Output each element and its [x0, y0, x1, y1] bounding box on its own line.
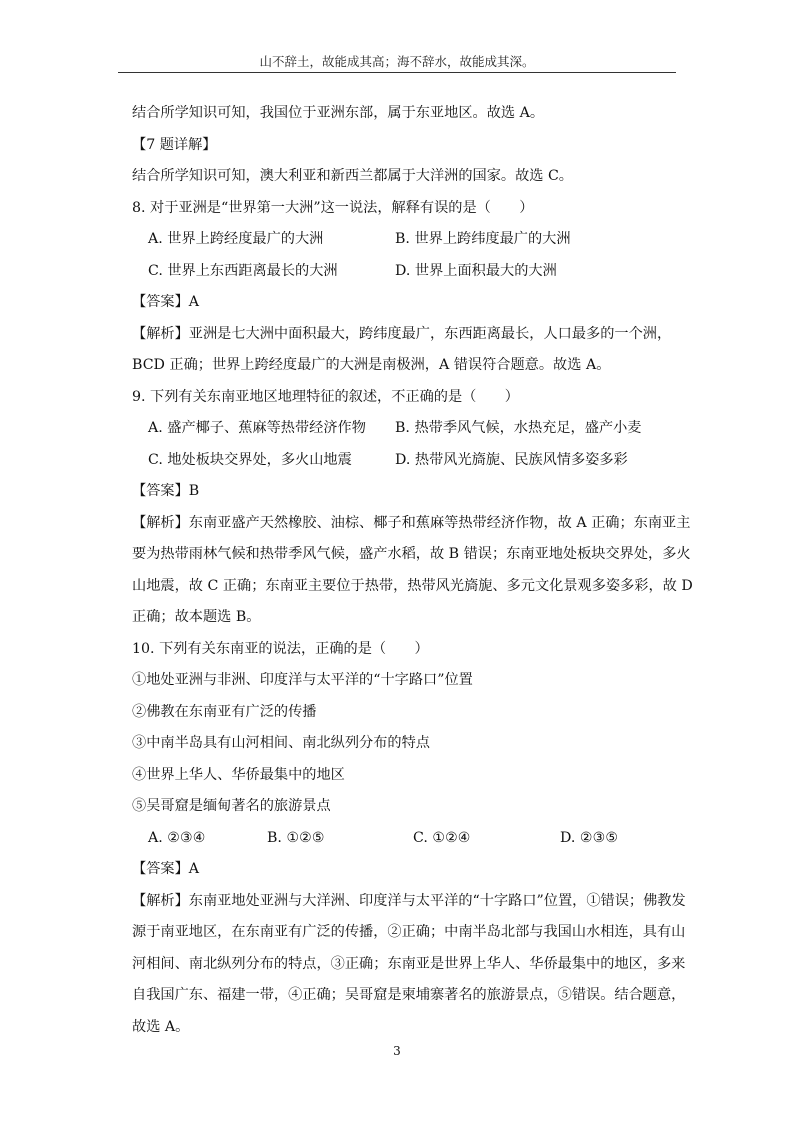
statement: ①地处亚洲与非洲、印度洋与太平洋的“十字路口”位置 — [132, 672, 473, 688]
option-a: A. 世界上跨经度最广的大洲 — [148, 231, 324, 247]
question-9-options-row1 — [132, 413, 672, 445]
question-10: 10. 下列有关东南亚的说法，正确的是（ ） — [132, 640, 429, 657]
option-b: B. 世界上跨纬度最广的大洲 — [395, 231, 571, 247]
option-c: C. 地处板块交界处，多火山地震 — [148, 451, 352, 468]
option-d: D. 世界上面积最大的大洲 — [395, 262, 557, 279]
page-content — [132, 98, 693, 1043]
option-a: A. 盛产椰子、蕉麻等热带经济作物 — [148, 420, 366, 436]
explanation-line: 【解析】东南亚盛产天然橡胶、油棕、椰子和蕉麻等热带经济作物，故 A 正确；东南亚主 — [132, 514, 691, 531]
explanation-line: 河相间、南北纵列分布的特点，③正确；东南亚是世界上华人、华侨最集中的地区，多来 — [132, 955, 686, 972]
statement: ④世界上华人、华侨最集中的地区 — [132, 766, 345, 783]
page-number: 3 — [393, 1044, 401, 1058]
statement: ②佛教在东南亚有广泛的传播 — [132, 703, 317, 720]
statement: ⑤吴哥窟是缅甸著名的旅游景点 — [132, 798, 331, 814]
question-8-options-row2 — [132, 256, 672, 288]
answer: 【答案】A — [132, 861, 199, 877]
question-10-options — [132, 823, 672, 855]
explanation-line: 山地震，故 C 正确；东南亚主要位于热带，热带风光旖旎、多元文化景观多姿多彩，故 D — [132, 577, 693, 594]
text-line: 结合所学知识可知，我国位于亚洲东部，属于东亚地区。故选 A。 — [132, 105, 545, 121]
explanation-line: 正确；故本题选 B。 — [132, 609, 261, 625]
explanation-line: 【解析】东南亚地处亚洲与大洋洲、印度洋与太平洋的“十字路口”位置，①错误；佛教发 — [132, 892, 686, 909]
page-header: 山不辞土，故能成其高；海不辞水，故能成其深。 — [259, 54, 535, 69]
answer: 【答案】A — [132, 294, 199, 310]
option-b: B. 热带季风气候，水热充足，盛产小麦 — [395, 420, 642, 436]
option-d: D. 热带风光旖旎、民族风情多姿多彩 — [395, 451, 628, 468]
question-8-options-row1 — [132, 224, 672, 256]
explanation-line: 【解析】亚洲是七大洲中面积最大，跨纬度最广，东西距离最长，人口最多的一个洲， — [132, 325, 672, 342]
explanation-line: 自我国广东、福建一带，④正确；吴哥窟是柬埔寨著名的旅游景点，⑤错误。结合题意， — [132, 987, 686, 1003]
text-line: 结合所学知识可知，澳大利亚和新西兰都属于大洋洲的国家。故选 C。 — [132, 168, 573, 184]
question-8: 8. 对于亚洲是“世界第一大洲”这一说法，解释有误的是（ ） — [132, 199, 534, 216]
explanation-line: BCD 正确；世界上跨经度最广的大洲是南极洲，A 错误符合题意。故选 A。 — [132, 357, 611, 373]
option-b: B. ①②⑤ — [267, 829, 325, 846]
question-9: 9. 下列有关东南亚地区地理特征的叙述，不正确的是（ ） — [132, 388, 519, 405]
option-c: C. ①②④ — [413, 829, 471, 846]
explanation-line: 故选 A。 — [132, 1018, 190, 1035]
explanation-line: 源于南亚地区，在东南亚有广泛的传播，②正确；中南半岛北部与我国山水相连，具有山 — [132, 924, 686, 940]
statement: ③中南半岛具有山河相间、南北纵列分布的特点 — [132, 735, 430, 751]
section-heading: 【7 题详解】 — [132, 136, 217, 153]
option-d: D. ②③⑤ — [560, 829, 619, 846]
question-9-options-row2 — [132, 445, 672, 477]
option-a: A. ②③④ — [148, 829, 206, 846]
option-c: C. 世界上东西距离最长的大洲 — [148, 262, 338, 279]
header-rule — [118, 72, 676, 73]
explanation-line: 要为热带雨林气候和热带季风气候，盛产水稻，故 B 错误；东南亚地处板块交界处，多火 — [132, 546, 691, 562]
answer: 【答案】B — [132, 483, 200, 499]
